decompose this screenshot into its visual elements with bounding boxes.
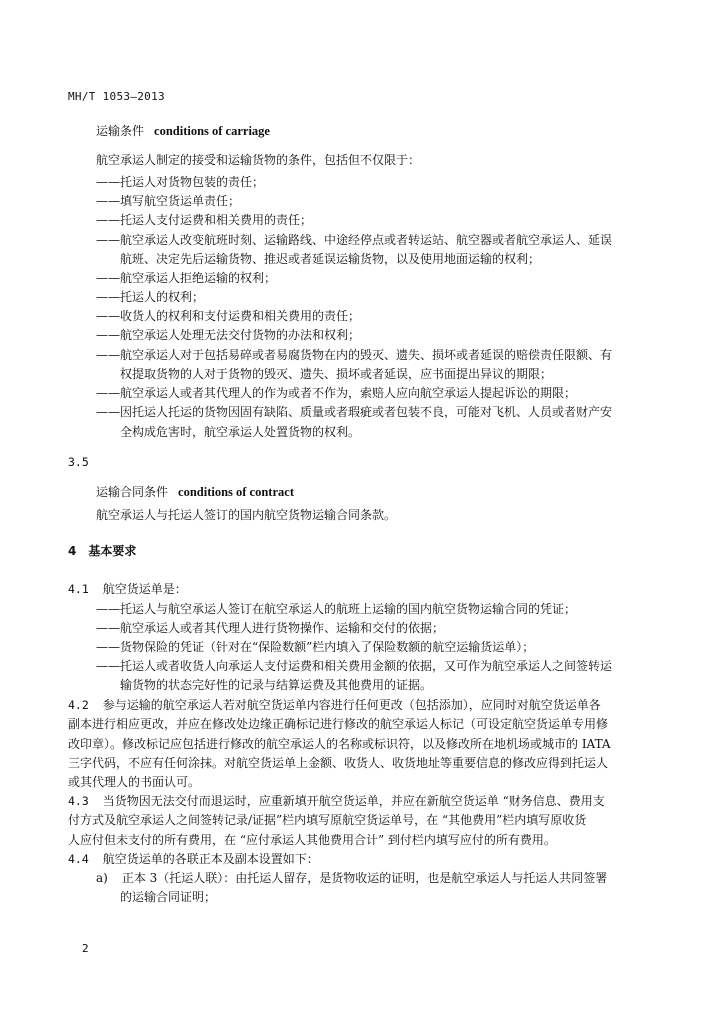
term-en: conditions of contract	[178, 485, 294, 499]
clause-4-3-line: 付方式及航空承运人之间签转记录/证据”栏内填写原航空货运单号，在 “其他费用”栏内填写原收货	[68, 813, 587, 827]
carriage-line: ——航空承运人拒绝运输的权利；	[96, 271, 277, 285]
clause-4-4-intro	[68, 851, 319, 867]
carriage-line: 权提取货物的人对于货物的毁灭、遗失、损坏或者延误，应书面提出异议的期限；	[120, 367, 553, 381]
list-item-a	[96, 870, 607, 886]
clause-number: 4.4	[68, 852, 89, 866]
list-item-text: 正本 3（托运人联）：由托运人留存，是货物收运的证明，也是航空承运人与托运人共同签署	[121, 871, 608, 885]
clause-4-1-line: ——托运人或者收货人向承运人支付运费和相关费用金额的依据，又可作为航空承运人之间签转运	[96, 659, 613, 673]
clause-4-2-line: 改印章）。修改标记应包括进行修改的航空承运人的名称或标识符，以及修改所在地机场或城市的 IATA	[68, 737, 611, 751]
clause-4-1-intro	[68, 581, 187, 597]
clause-text: 航空货运单的各联正本及副本设置如下：	[102, 852, 319, 866]
carriage-line: ——航空承运人改变航班时刻、运输路线、中途经停点或者转运站、航空器或者航空承运人、延误	[96, 233, 613, 247]
carriage-line: ——填写航空货运单责任；	[96, 194, 241, 208]
carriage-line: 全构成危害时，航空承运人处置货物的权利。	[120, 425, 361, 439]
page-number: 2	[82, 942, 89, 955]
carriage-line: ——航空承运人处理无法交付货物的办法和权利；	[96, 328, 361, 342]
clause-4-3-first-line	[68, 793, 605, 809]
clause-text: 参与运输的航空承运人若对航空货运单内容进行任何更改（包括添加），应同时对航空货运单各	[102, 698, 601, 712]
carriage-line: ——因托运人托运的货物因固有缺陷、质量或者瑕疵或者包装不良，可能对飞机、人员或者财产安	[96, 405, 613, 419]
clause-4-3-line: 人应付但未支付的所有费用，在 “应付承运人其他费用合计” 到付栏内填写应付的所有费用。	[68, 833, 556, 847]
section-title: 基本要求	[88, 544, 137, 558]
carriage-line: ——航空承运人或者其代理人的作为或者不作为，索赔人应向航空承运人提起诉讼的期限；	[96, 386, 577, 400]
term-cn: 运输条件	[96, 124, 145, 138]
term-cn: 运输合同条件	[96, 485, 169, 499]
carriage-line: 航班、决定先后运输货物、推迟或者延误运输货物，以及使用地面运输的权利；	[120, 252, 541, 266]
clause-4-1-line: 输货物的状态完好性的记录与结算运费及其他费用的证据。	[120, 678, 433, 692]
carriage-line: ——收货人的权利和支付运费和相关费用的责任；	[96, 309, 361, 323]
clause-4-1-line: ——托运人与航空承运人签订在航空承运人的航班上运输的国内航空货物运输合同的凭证；	[96, 602, 577, 616]
section-number-3-5: 3.5	[68, 455, 89, 469]
clause-4-2-line: 三字代码，不应有任何涂抹。对航空货运单上金额、收货人、收货地址等重要信息的修改应得到托运人	[68, 756, 609, 770]
clause-text: 航空货运单是：	[102, 582, 187, 596]
carriage-line: ——托运人对货物包装的责任；	[96, 175, 265, 189]
standard-code-header: MH/T 1053—2013	[68, 90, 165, 103]
carriage-line: ——托运人的权利；	[96, 290, 205, 304]
contract-definition: 航空承运人与托运人签订的国内航空货物运输合同条款。	[96, 508, 397, 522]
clause-4-2-line: 或其代理人的书面认可。	[68, 775, 201, 789]
list-item-label: a)	[96, 871, 108, 885]
clause-4-1-line: ——航空承运人或者其代理人进行货物操作、运输和交付的依据；	[96, 621, 445, 635]
list-item-a-continuation: 的运输合同证明；	[120, 890, 217, 904]
section-heading-4	[68, 543, 136, 559]
carriage-line: ——航空承运人对于包括易碎或者易腐货物在内的毁灭、遗失、损坏或者延误的赔偿责任限额、有	[96, 348, 613, 362]
clause-text: 当货物因无法交付而退运时，应重新填开航空货运单，并应在新航空货运单 “财务信息、费用支	[102, 794, 605, 808]
clause-4-2-line: 副本进行相应更改，并应在修改处边缘正确标记进行修改的航空承运人标记（可设定航空货运单专用修	[68, 717, 609, 731]
clause-number: 4.1	[68, 582, 89, 596]
section-number: 4	[68, 544, 77, 558]
term-en: conditions of carriage	[154, 124, 270, 138]
clause-4-2-first-line	[68, 697, 601, 713]
term-conditions-of-contract	[96, 484, 294, 500]
clause-number: 4.2	[68, 698, 89, 712]
carriage-intro: 航空承运人制定的接受和运输货物的条件，包括但不仅限于：	[96, 153, 421, 167]
term-conditions-of-carriage	[96, 123, 270, 139]
carriage-line: ——托运人支付运费和相关费用的责任；	[96, 213, 313, 227]
clause-number: 4.3	[68, 794, 89, 808]
clause-4-1-line: ——货物保险的凭证（针对在“保险数额”栏内填入了保险数额的航空运输货运单）；	[96, 640, 535, 654]
